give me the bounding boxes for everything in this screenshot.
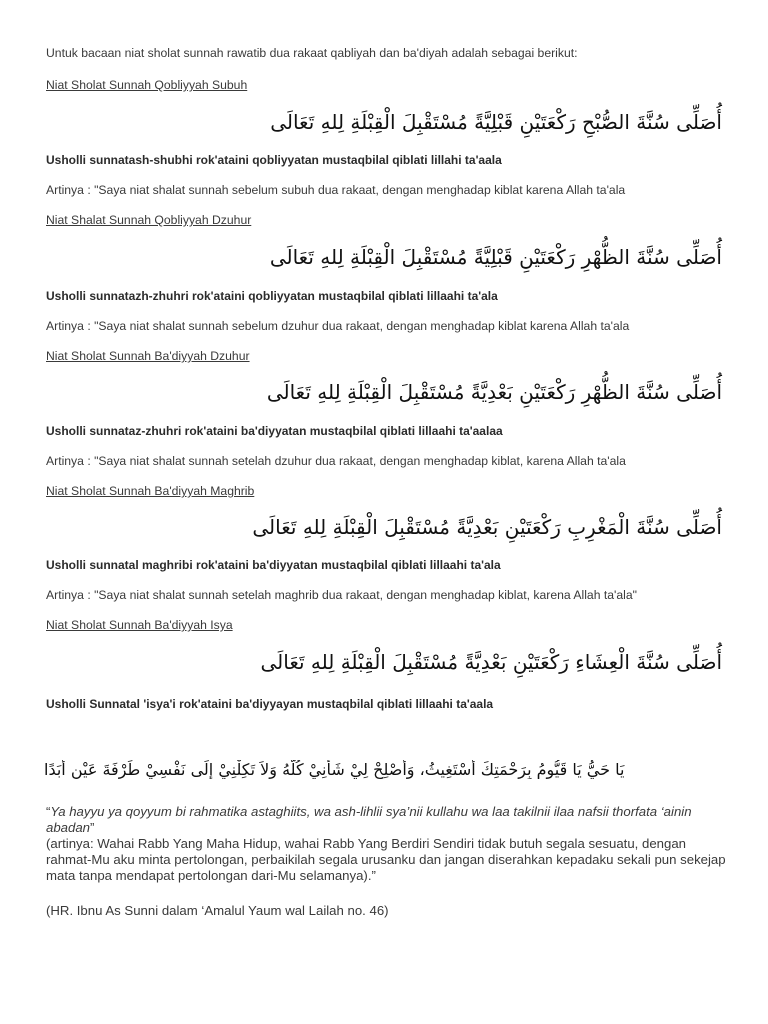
arabic-dua: يَا حَيُّ يَا قَيُّومُ بِرَحْمَتِكَ أَسْتَغِيثُ، وَأَصْلِحْ لِيْ شَأْنِيْ كُلَّهُ وَلاَ تَكِلْنِيْ إِلَى نَفْسِيْ طَرْفَةَ عَيْنٍ أَبَدًا	[44, 760, 625, 779]
dua-transliteration: Ya hayyu ya qoyyum bi rahmatika astaghiits, wa ash-lihlii sya’nii kullahu wa laa takilnii ilaa nafsii thorfata ‘ainin abadan	[46, 804, 692, 835]
meaning-badiyyah-dzuhur: Artinya : "Saya niat shalat sunnah setelah dzuhur dua rakaat, dengan menghadap kiblat, karena Allah ta'ala	[46, 454, 626, 468]
latin-niat-qobliyyah-dzuhur: Usholli sunnatazh-zhuhri rok'ataini qobliyyatan mustaqbilal qiblati lillaahi ta'ala	[46, 289, 498, 303]
intro-text: Untuk bacaan niat sholat sunnah rawatib dua rakaat qabliyah dan ba'diyah adalah sebagai berikut:	[46, 46, 578, 60]
section-heading-qobliyyah-subuh[interactable]: Niat Sholat Sunnah Qobliyyah Subuh	[46, 78, 248, 92]
dua-transliteration-block	[46, 804, 726, 884]
latin-niat-qobliyyah-subuh: Usholli sunnatash-shubhi rok'ataini qobliyyatan mustaqbilal qiblati lillahi ta'aala	[46, 153, 502, 167]
latin-niat-badiyyah-maghrib: Usholli sunnatal maghribi rok'ataini ba'diyyatan mustaqbilal qiblati lillaahi ta'ala	[46, 558, 501, 572]
dua-meaning: (artinya: Wahai Rabb Yang Maha Hidup, wahai Rabb Yang Berdiri Sendiri tidak butuh segala sesuatu, dengan rahmat-Mu aku minta pertolongan, perbaikilah segala urusanku dan jangan diserahkan kepadaku sekali pun sekejap mata tanpa mendapat pertolongan dari-Mu selamanya).”	[46, 836, 726, 883]
close-quote: ”	[90, 820, 95, 835]
meaning-qobliyyah-dzuhur: Artinya : "Saya niat shalat sunnah sebelum dzuhur dua rakaat, dengan menghadap kiblat karena Allah ta'ala	[46, 319, 630, 333]
section-heading-badiyyah-dzuhur[interactable]: Niat Sholat Sunnah Ba'diyyah Dzuhur	[46, 349, 250, 363]
section-heading-badiyyah-isya[interactable]: Niat Sholat Sunnah Ba'diyyah Isya	[46, 618, 233, 632]
open-quote: “	[46, 804, 51, 819]
section-heading-badiyyah-maghrib[interactable]: Niat Sholat Sunnah Ba'diyyah Maghrib	[46, 484, 255, 498]
arabic-niat-badiyyah-dzuhur: أُصَلِّى سُنَّةَ الظُّهْرِ رَكْعَتَيْنِ بَعْدِيَّةً مُسْتَقْبِلَ الْقِبْلَةِ لِلهِ تَعَالَى	[266, 380, 722, 404]
arabic-niat-qobliyyah-dzuhur: أُصَلِّى سُنَّةَ الظُّهْرِ رَكْعَتَيْنِ قَبْلِيَّةً مُسْتَقْبِلَ الْقِبْلَةِ لِلهِ تَعَالَى	[269, 245, 722, 269]
arabic-niat-qobliyyah-subuh: أُصَلِّى سُنَّةَ الصُّبْحِ رَكْعَتَيْنِ قَبْلِيَّةً مُسْتَقْبِلَ الْقِبْلَةِ لِلهِ تَعَالَى	[270, 110, 722, 134]
arabic-niat-badiyyah-maghrib: أُصَلِّى سُنَّةَ الْمَغْرِبِ رَكْعَتَيْنِ بَعْدِيَّةً مُسْتَقْبِلَ الْقِبْلَةِ لِلهِ تَعَالَى	[252, 515, 722, 539]
latin-niat-badiyyah-dzuhur: Usholli sunnataz-zhuhri rok'ataini ba'diyyatan mustaqbilal qiblati lillaahi ta'aalaa	[46, 424, 503, 438]
section-heading-qobliyyah-dzuhur[interactable]: Niat Shalat Sunnah Qobliyyah Dzuhur	[46, 213, 252, 227]
latin-niat-badiyyah-isya: Usholli Sunnatal 'isya'i rok'ataini ba'diyyayan mustaqbilal qiblati lillaahi ta'aala	[46, 697, 494, 711]
meaning-badiyyah-maghrib: Artinya : "Saya niat shalat sunnah setelah maghrib dua rakaat, dengan menghadap kiblat, karena Allah ta'ala"	[46, 588, 637, 602]
arabic-niat-badiyyah-isya: أُصَلِّى سُنَّةَ الْعِشَاءِ رَكْعَتَيْنِ بَعْدِيَّةً مُسْتَقْبِلَ الْقِبْلَةِ لِلهِ تَعَالَى	[260, 650, 722, 674]
meaning-qobliyyah-subuh: Artinya : "Saya niat shalat sunnah sebelum subuh dua rakaat, dengan menghadap kiblat karena Allah ta'ala	[46, 183, 626, 197]
hadith-source: (HR. Ibnu As Sunni dalam ‘Amalul Yaum wal Lailah no. 46)	[46, 903, 389, 918]
